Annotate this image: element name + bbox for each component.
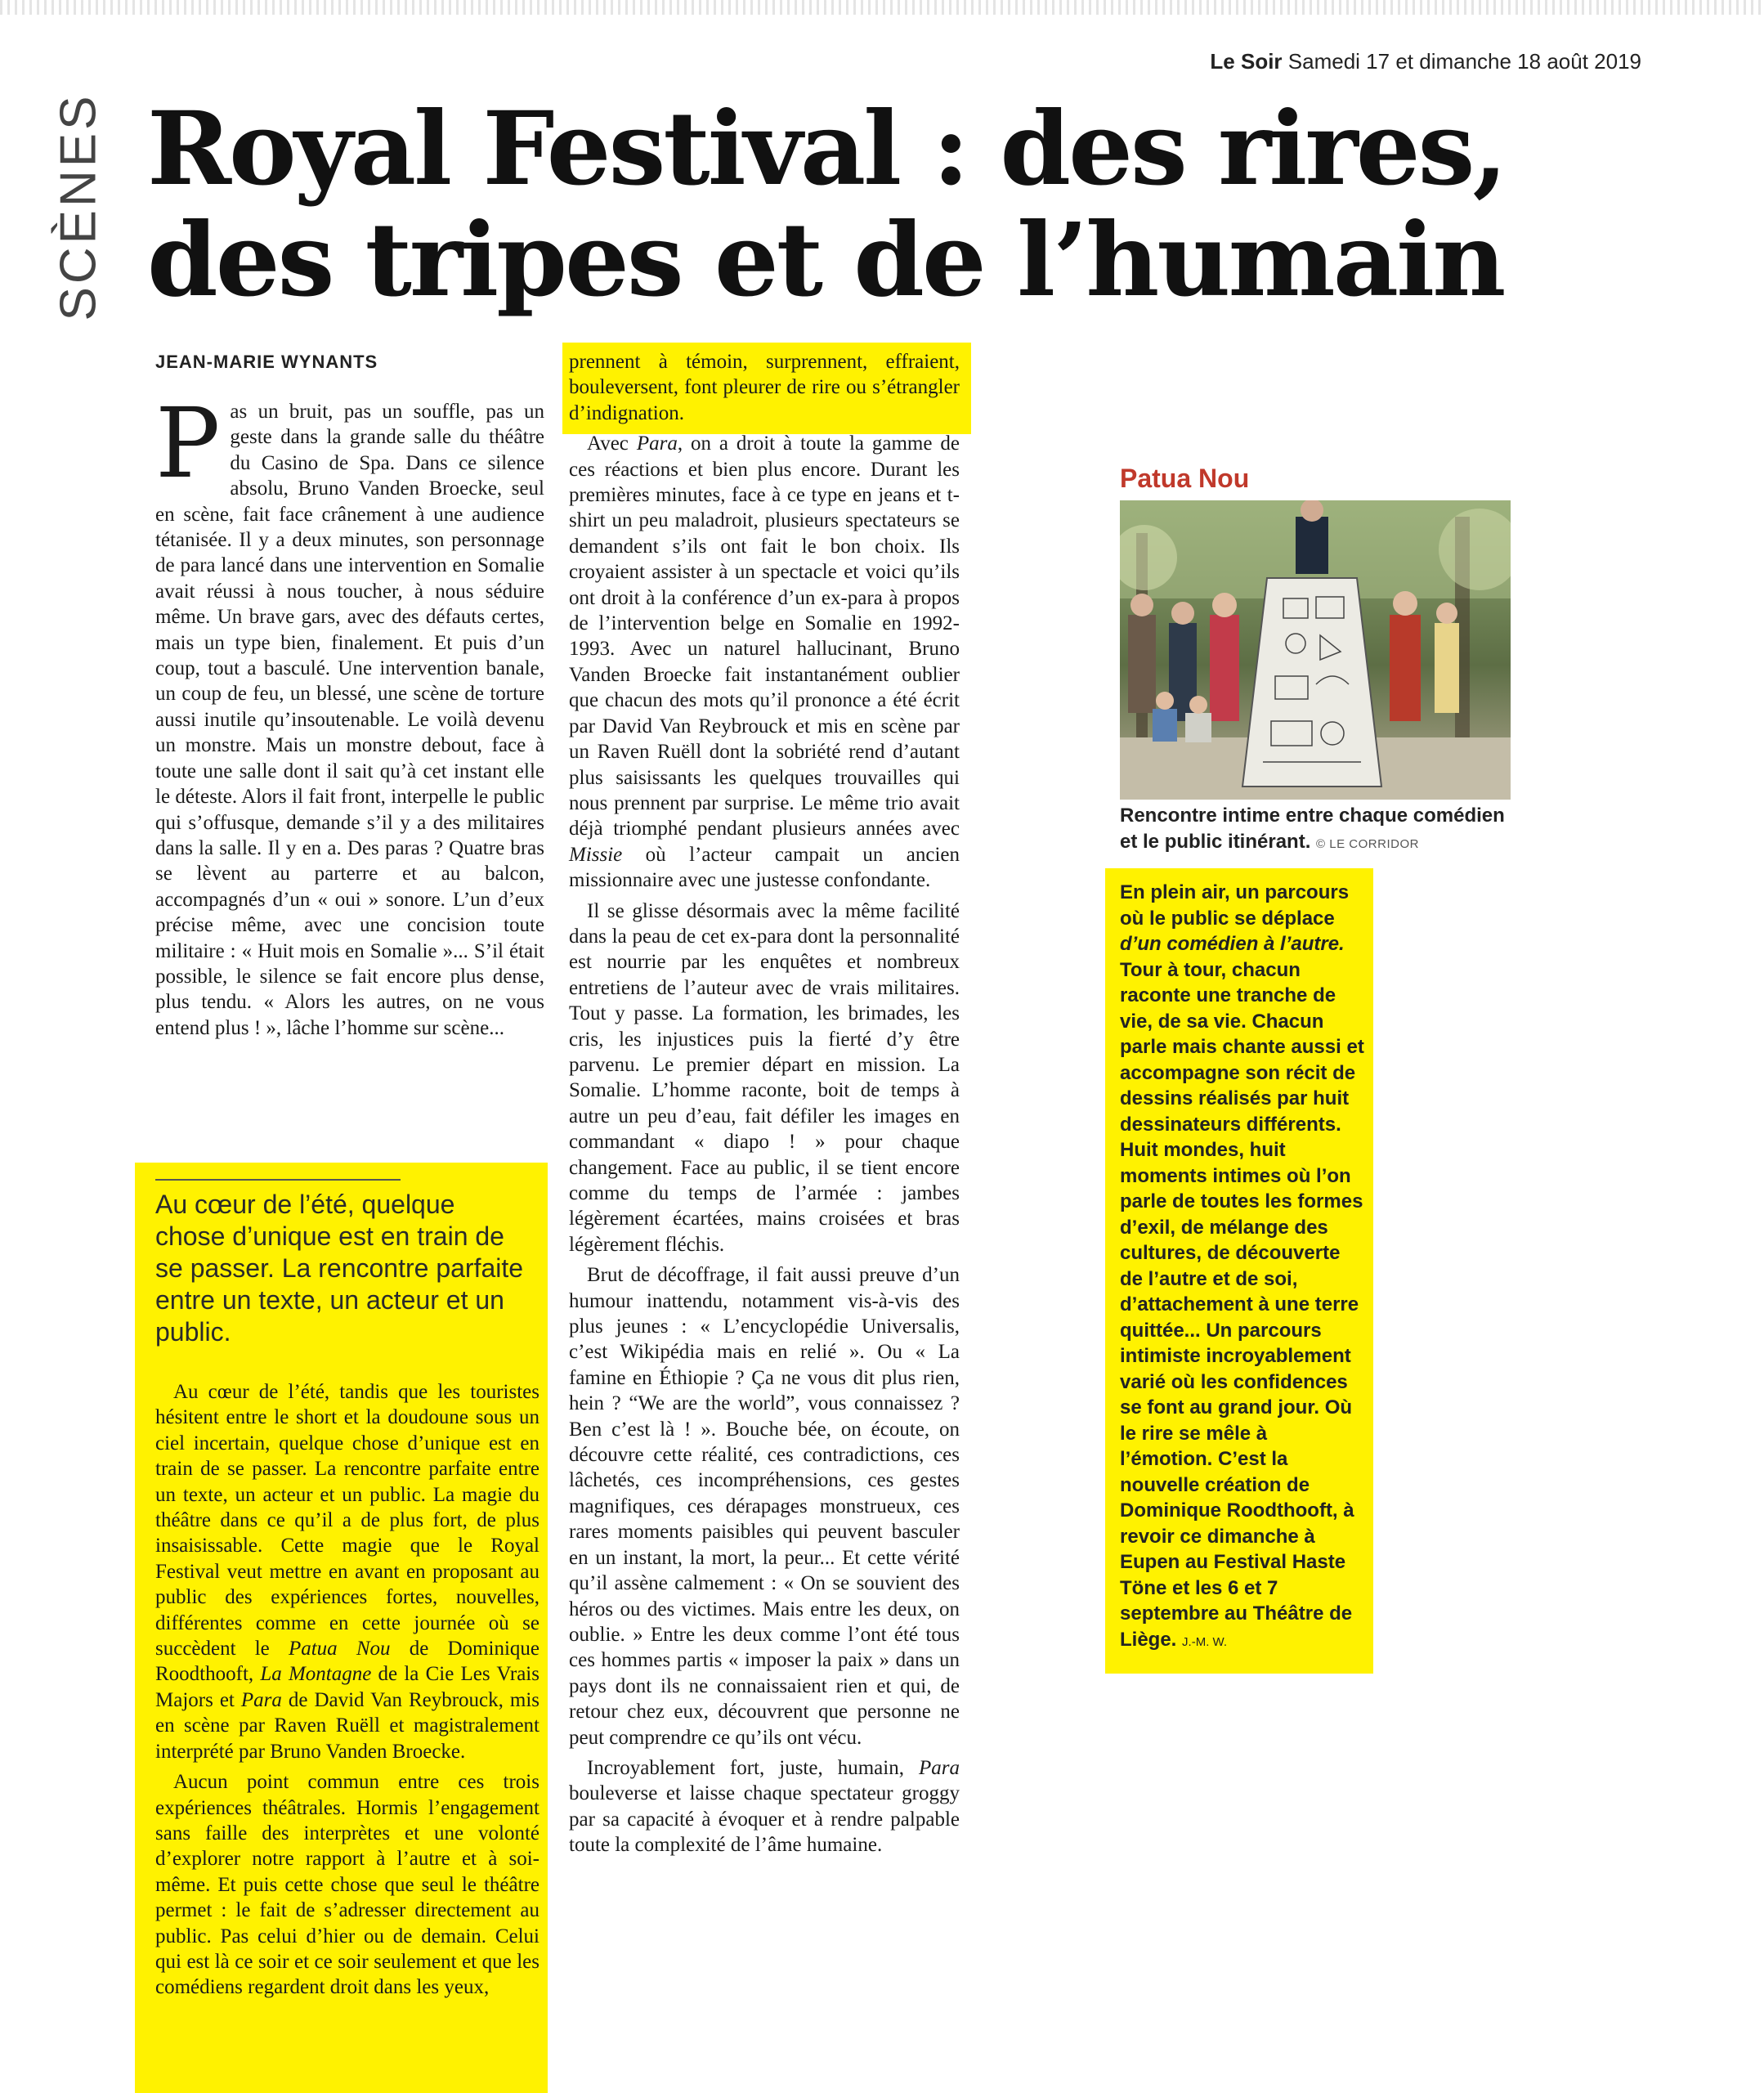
text-run: Au cœur de l’été, tandis que les touristes hésitent entre le short et la doudoune sous un ciel incertain, quelque chose d’unique est en train de se passer. La rencontre parfaite entre un texte, un acteur et un public. La magie du théâtre dans ce qu’il a de plus fort, de plus insaisissable. Cette magie que le Royal Festival veut mettre en avant en proposant au public des expériences fortes, nouvelles, différentes comme en cette journée où se succèdent le [155, 1381, 539, 1661]
text-run: En plein air, un parcours où le public se déplace [1120, 881, 1350, 930]
paragraph [569, 431, 960, 893]
text-run: où l’acteur campait un ancien missionnaire avec une justesse confondante. [569, 843, 960, 892]
text-run: bouleverse et laisse chaque spectateur groggy par sa capacité à évoquer et à rendre palpable toute la complexité de l’âme humaine. [569, 1782, 960, 1857]
pull-quote [155, 1179, 531, 1348]
headline-line-1: Royal Festival : des rires, [147, 90, 1506, 208]
text-run-italic: d’un comédien à l’autre. [1120, 933, 1345, 955]
masthead [1210, 49, 1641, 74]
text-run: Incroyablement fort, juste, humain, [587, 1756, 919, 1779]
caption-text: Rencontre intime entre chaque comédien et le public itinérant. [1120, 804, 1505, 853]
paragraph [155, 1379, 539, 1764]
paragraph [569, 1755, 960, 1858]
show-title: Patua Nou [288, 1638, 391, 1661]
article-column-1-continued [155, 1379, 539, 2006]
photo-caption [1120, 803, 1512, 858]
byline: JEAN-MARIE WYNANTS [155, 352, 378, 372]
figure-title: Patua Nou [1120, 464, 1250, 493]
opening-text: as un bruit, pas un souffle, pas un geste dans la grande salle du théâtre du Casino de Spa. Dans ce silence absolu, Bruno Vanden Broecke, seul en scène, fait face crânement à une audience tétanisée. Il y a deux minutes, son personnage de para lancé dans une intervention en Somalie avait réussi à nous toucher, à nous séduire même. Un brave gars, avec des défauts certes, mais un type bien, finalement. Et puis d’un coup, tout a basculé. Une intervention banale, un coup de feu, un blessé, une scène de torture aussi inutile qu’insoutenable. Le voilà devenu un monstre. Mais un monstre debout, face à toute une salle dont il sait qu’à cet instant elle le déteste. Alors il fait front, interpelle le public qui s’offusque, demande s’il y a des militaires dans la salle. Il y en a. Des paras ? Quatre bras se lèvent au parterre et au balcon, accompagnés d’un « oui » sonore. L’un d’eux précise même, avec une concision toute militaire : « Huit mois en Somalie »... S’il était possible, le silence se fait encore plus dense, plus tendu. « Alors les autres, on ne vous entend plus ! », lâche l’homme sur scène... [155, 401, 544, 1039]
text-run: Avec [587, 432, 637, 455]
text-run: de la Cie Les Vrais Majors et [155, 1663, 539, 1711]
newspaper-name: Le Soir [1210, 49, 1283, 74]
pull-quote-rule [155, 1179, 401, 1181]
photo-credit: © LE CORRIDOR [1316, 837, 1419, 851]
text-run: Tour à tour, chacun raconte une tranche de vie, de sa vie. Chacun parle mais chante aussi et accompagne son récit de dessins réalisés par huit dessinateurs différents. Huit mondes, huit moments intimes où l’on parle de toutes les formes d’exil, de mélange des cultures, de découverte de l’autre et de soi, d’attachement à une terre quittée... Un parcours intimiste incroyablement varié où les confidences se font au grand jour. Où le rire se mêle à l’émotion. C’est la nouvelle création de Dominique Roodthooft, à revoir ce dimanche à Eupen au Festival Haste Töne et les 6 et 7 septembre au Théâtre de Liège. [1120, 958, 1364, 1651]
pull-quote-text: Au cœur de l’été, quelque chose d’unique est en train de se passer. La rencontre parfaite entre un texte, un acteur et un public. [155, 1190, 524, 1347]
article-column-1 [155, 387, 544, 1046]
opening-paragraph [155, 387, 544, 1041]
sidebar-text [1120, 880, 1365, 1655]
text-run: de David Van Reybrouck, mis en scène par Raven Ruëll et magistralement interprété par Bruno Vanden Broecke. [155, 1688, 539, 1763]
section-label [46, 92, 111, 321]
paragraph: Aucun point commun entre ces trois expériences théâtrales. Hormis l’engagement sans faille des interprètes et une volonté d’explorer notre rapport à l’autre et à soi-même. Et puis cette chose que seul le théâtre permet : le fait de s’adresser directement au public. Pas celui d’hier ou de demain. Celui qui est là ce soir et ce soir seulement et que les comédiens regardent droit dans les yeux, [155, 1771, 539, 1999]
paragraph: Il se glisse désormais avec la même facilité dans la peau de cet ex-para dont la personnalité est nourrie par les enquêtes et nombreux entretiens de l’auteur avec de vrais militaires. Tout y passe. La formation, les brimades, les cris, les injustices puis la fierté d’y être parvenu. Le premier départ en mission. La Somalie. L’homme raconte, boit de temps à autre un peu d’eau, fait défiler les images en commandant « diapo ! » pour chaque changement. Face au public, il se tient encore comme du temps de l’armée : jambes légèrement écartées, mains croisées et bras légèrement fléchis. [569, 899, 960, 1256]
paragraph: prennent à témoin, surprennent, effraient, bouleversent, font pleurer de rire ou s’étrangler d’indignation. [569, 351, 960, 424]
show-title: Para [636, 432, 678, 455]
photo-illustration [1120, 500, 1511, 800]
sidebar-signature: J.-M. W. [1182, 1634, 1228, 1649]
scan-top-edge [0, 0, 1764, 15]
drop-cap: P [155, 387, 221, 500]
show-title: Para [919, 1756, 960, 1779]
show-title: La Montagne [260, 1663, 372, 1686]
paragraph: Brut de décoffrage, il fait aussi preuve d’un humour inattendu, notamment vis-à-vis des plus jeunes : « L’encyclopédie Universalis, c’est Wikipédia mais en relié ». Ou « La famine en Éthiopie ? Ça ne vous dit plus rien, hein ? “We are the world”, vous connaissez ? Ben c’est là ! ». Bouche bée, on écoute, on découvre cette réalité, ces contradictions, ces lâchetés, ces incompréhensions, ces gestes magnifiques, ces dérapages monstrueux, ces rares moments paisibles qui peuvent basculer en un instant, la mort, la peur... Et cette vérité qu’il assène calmement : « On se souvient des héros ou des victimes. Mais entre les deux, on oublie. » Entre les deux comme l’ont été tous ces hommes partis « imposer la paix » dans un pays dont ils ne connaissaient rien et qui, de retour chez eux, découvrent que personne ne peut comprendre ce qu’ils ont vécu. [569, 1264, 960, 1749]
section-label-text: SCÈNES [50, 92, 107, 321]
text-run: de Dominique Roodthooft, [155, 1638, 539, 1686]
issue-date: Samedi 17 et dimanche 18 août 2019 [1287, 49, 1641, 74]
show-title: Missie [569, 843, 623, 866]
headline [147, 90, 1700, 320]
photo-outdoor-performance [1120, 500, 1511, 800]
show-title: Para [240, 1688, 282, 1711]
headline-line-2: des tripes et de l’humain [147, 201, 1504, 320]
article-column-2 [569, 349, 960, 1863]
text-run: , on a droit à toute la gamme de ces réactions et bien plus encore. Durant les premières minutes, face à ce type en jeans et t-shirt un peu maladroit, plusieurs spectateurs se demandent s’ils ont fait le bon choix. Ils croyaient assister à un spectacle et voici qu’ils ont droit à la conférence d’un ex-para à propos de l’intervention belge en Somalie en 1992-1993. Avec un naturel hallucinant, Bruno Vanden Broecke fait instantanément oublier que chacun des mots qu’il prononce a été écrit par David Van Reybrouck et mis en scène par un Raven Ruëll dont la sobriété rend d’autant plus saisissants les quelques trouvailles qui nous prennent par surprise. Le même trio avait déjà triomphé pendant plusieurs années avec [569, 432, 960, 840]
